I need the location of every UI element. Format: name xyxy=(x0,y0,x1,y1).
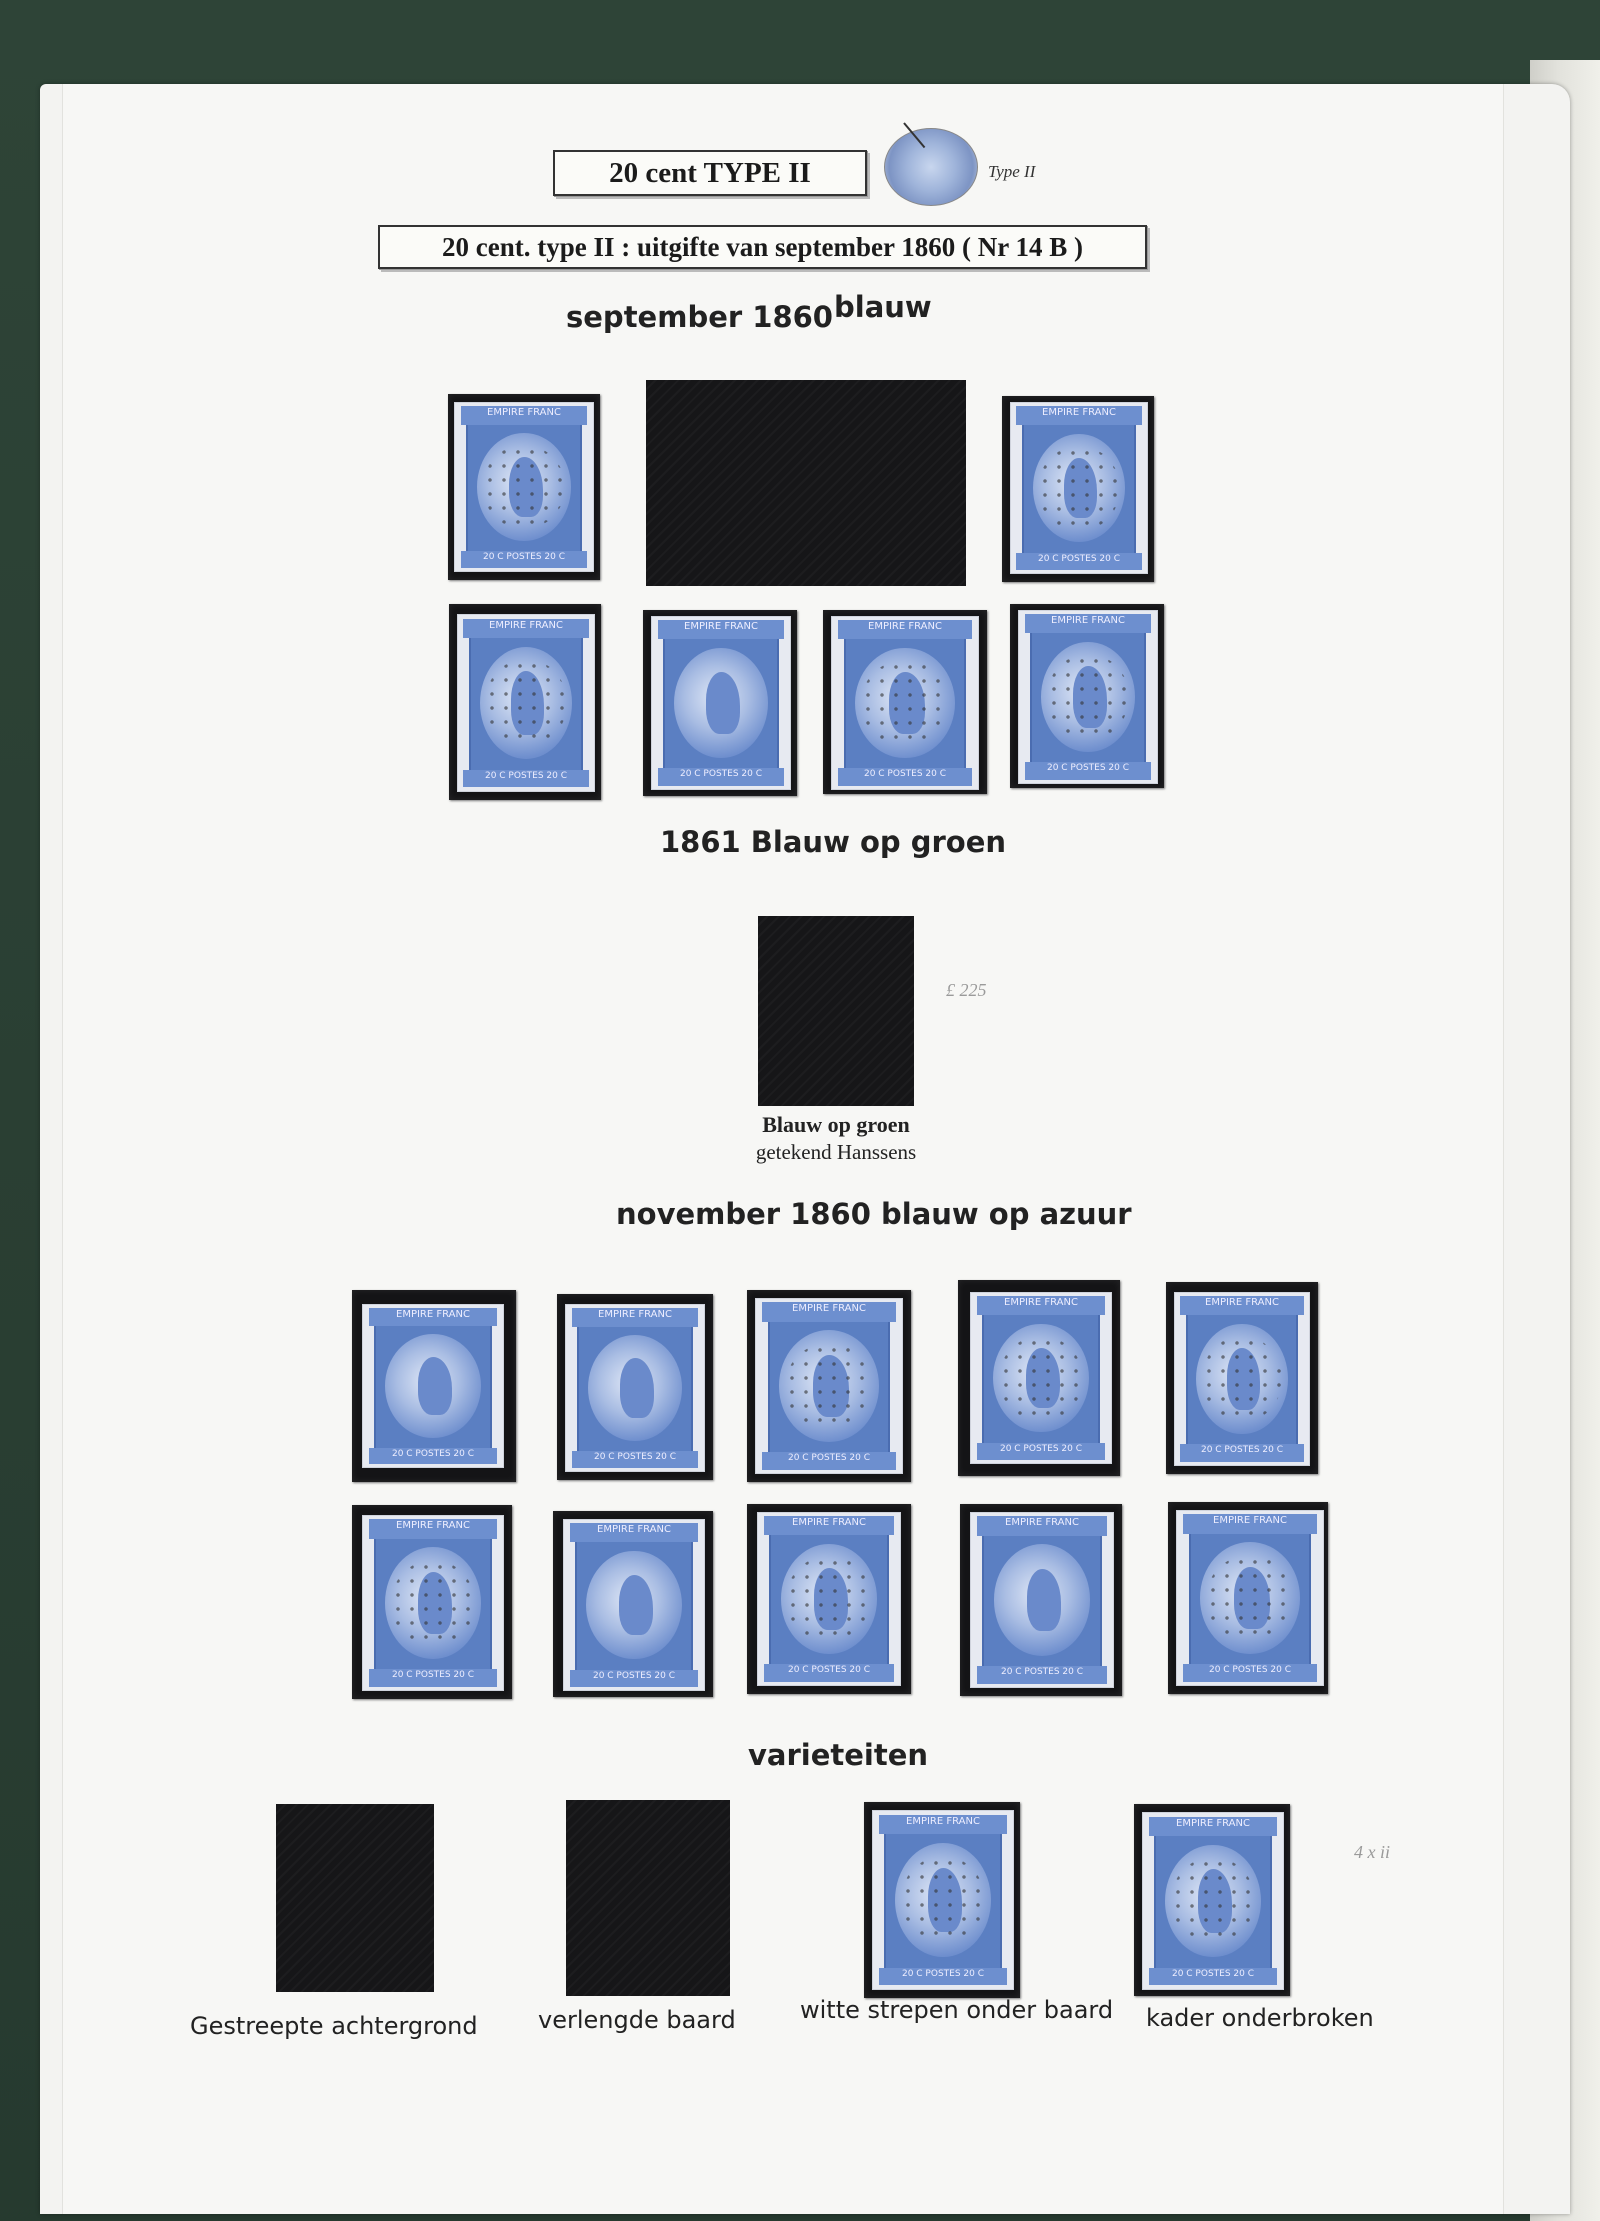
stamp-bottom-text: 20 C POSTES 20 C xyxy=(1183,1664,1317,1681)
caption-getekend-hanssens: getekend Hanssens xyxy=(755,1140,917,1164)
stamp-mount xyxy=(352,1290,516,1482)
stamp-bottom-text: 20 C POSTES 20 C xyxy=(369,1669,498,1686)
stamp-top-text: EMPIRE FRANC xyxy=(369,1308,498,1326)
stamp xyxy=(1174,1292,1310,1466)
caption-kader-onderbroken: kader onderbroken xyxy=(1146,2004,1374,2032)
stamp-mount xyxy=(1134,1804,1290,1996)
stamp-mount xyxy=(747,1504,911,1694)
heading-varieteiten: varieteiten xyxy=(748,1738,929,1772)
stamp-bottom-text: 20 C POSTES 20 C xyxy=(1025,762,1152,779)
stamp-mount xyxy=(958,1280,1120,1476)
cancellation-mark xyxy=(1047,654,1130,740)
stamp-mount xyxy=(823,610,987,794)
caption-gestreepte-achtergrond: Gestreepte achtergrond xyxy=(190,2012,478,2040)
cancellation-mark xyxy=(1206,1555,1294,1642)
stamp-bottom-text: 20 C POSTES 20 C xyxy=(1149,1968,1278,1986)
stamp xyxy=(757,1512,901,1686)
cancellation-mark xyxy=(1038,446,1120,531)
stamp-portrait xyxy=(588,1335,682,1441)
stamp-mount xyxy=(960,1504,1122,1696)
stamp-bottom-text: 20 C POSTES 20 C xyxy=(1016,553,1141,570)
stamp-bottom-text: 20 C POSTES 20 C xyxy=(463,770,588,788)
stamp-top-text: EMPIRE FRANC xyxy=(1183,1514,1317,1533)
stamp-bottom-text: 20 C POSTES 20 C xyxy=(369,1448,498,1464)
caption-witte-strepen: witte strepen onder baard xyxy=(800,1996,1114,2024)
stamp-top-text: EMPIRE FRANC xyxy=(369,1519,498,1538)
stamp-bottom-text: 20 C POSTES 20 C xyxy=(977,1666,1108,1683)
empty-stamp-mount xyxy=(758,916,914,1106)
stamp-mount xyxy=(448,394,600,580)
caption-blauw-op-groen: Blauw op groen xyxy=(762,1112,910,1137)
stamp-bottom-text: 20 C POSTES 20 C xyxy=(762,1452,896,1469)
type-ii-thumbnail xyxy=(884,128,978,206)
stamp-top-text: EMPIRE FRANC xyxy=(1180,1296,1303,1315)
stamp xyxy=(755,1298,903,1474)
pencil-note: £ 225 xyxy=(946,980,987,1000)
stamp-top-text: EMPIRE FRANC xyxy=(461,406,588,424)
stamp-portrait xyxy=(674,648,768,758)
stamp xyxy=(1142,1812,1284,1990)
page-subtitle: 20 cent. type II : uitgifte van september 1860 ( Nr 14 B ) xyxy=(378,225,1147,269)
empty-stamp-mount xyxy=(566,1800,730,1996)
cancellation-mark xyxy=(999,1336,1083,1421)
stamp-top-text: EMPIRE FRANC xyxy=(764,1516,895,1535)
stamp xyxy=(362,1304,504,1468)
cancellation-mark xyxy=(483,445,566,529)
stamp xyxy=(651,616,791,790)
stamp-bottom-text: 20 C POSTES 20 C xyxy=(658,768,785,785)
pencil-note: 4 x ii xyxy=(1354,1842,1390,1862)
stamp xyxy=(454,402,594,572)
empty-stamp-mount xyxy=(276,1804,434,1992)
stamp-portrait xyxy=(586,1551,681,1660)
stamp-top-text: EMPIRE FRANC xyxy=(838,620,972,639)
stamp xyxy=(872,1810,1014,1990)
stamp-portrait xyxy=(994,1544,1091,1655)
stamp xyxy=(362,1515,504,1691)
stamp-mount xyxy=(449,604,601,800)
stamp xyxy=(970,1512,1114,1688)
empty-stamp-mount xyxy=(646,380,966,586)
cancellation-mark xyxy=(901,1856,985,1945)
stamp-top-text: EMPIRE FRANC xyxy=(1149,1817,1278,1836)
cancellation-mark xyxy=(786,1556,871,1642)
cancellation-mark xyxy=(391,1560,475,1647)
stamp-bottom-text: 20 C POSTES 20 C xyxy=(977,1443,1106,1460)
heading-november-1860: november 1860 blauw op azuur xyxy=(616,1197,1132,1231)
stamp xyxy=(1010,402,1148,574)
stamp-bottom-text: 20 C POSTES 20 C xyxy=(764,1664,895,1681)
caption-verlengde-baard: verlengde baard xyxy=(538,2006,736,2034)
stamp-mount xyxy=(643,610,797,796)
page-title: 20 cent TYPE II xyxy=(553,150,867,196)
heading-september-1860: september 1860 xyxy=(566,300,833,334)
stamp xyxy=(565,1304,705,1472)
cancellation-mark xyxy=(485,659,567,747)
stamp-portrait xyxy=(385,1334,480,1438)
stamp-mount xyxy=(1002,396,1154,582)
stamp-bottom-text: 20 C POSTES 20 C xyxy=(461,551,588,568)
stamp-top-text: EMPIRE FRANC xyxy=(977,1516,1108,1535)
heading-1861-blauw-op-groen: 1861 Blauw op groen xyxy=(660,825,1007,859)
stamp-top-text: EMPIRE FRANC xyxy=(570,1523,699,1542)
stamp xyxy=(563,1519,705,1691)
type-thumbnail-label: Type II xyxy=(988,162,1036,181)
stamp-mount xyxy=(864,1802,1020,1998)
stamp-bottom-text: 20 C POSTES 20 C xyxy=(572,1451,699,1468)
stamp-top-text: EMPIRE FRANC xyxy=(879,1815,1008,1835)
stamp-mount xyxy=(1166,1282,1318,1474)
cancellation-mark xyxy=(861,660,949,746)
stamp-top-text: EMPIRE FRANC xyxy=(572,1308,699,1326)
stamp-bottom-text: 20 C POSTES 20 C xyxy=(838,768,972,785)
stamp-top-text: EMPIRE FRANC xyxy=(658,620,785,639)
stamp-top-text: EMPIRE FRANC xyxy=(463,619,588,638)
stamp xyxy=(831,616,979,790)
stamp-mount xyxy=(1010,604,1164,788)
stamp-mount xyxy=(352,1505,512,1699)
stamp xyxy=(457,614,595,792)
stamp-top-text: EMPIRE FRANC xyxy=(1016,406,1141,425)
stamp-top-text: EMPIRE FRANC xyxy=(1025,614,1152,633)
stamp-mount xyxy=(747,1290,911,1482)
stamp-top-text: EMPIRE FRANC xyxy=(977,1296,1106,1315)
stamp-mount xyxy=(1168,1502,1328,1694)
cancellation-mark xyxy=(1202,1336,1282,1422)
stamp xyxy=(1176,1510,1324,1686)
stamp xyxy=(970,1292,1112,1464)
stamp-bottom-text: 20 C POSTES 20 C xyxy=(879,1968,1008,1986)
stamp-bottom-text: 20 C POSTES 20 C xyxy=(1180,1444,1303,1461)
cancellation-mark xyxy=(1171,1857,1255,1945)
stamp-mount xyxy=(553,1511,713,1697)
stamp-top-text: EMPIRE FRANC xyxy=(762,1302,896,1321)
cancellation-mark xyxy=(785,1343,873,1430)
stamp-mount xyxy=(557,1294,713,1480)
heading-september-suffix: blauw xyxy=(834,290,932,324)
stamp-bottom-text: 20 C POSTES 20 C xyxy=(570,1670,699,1687)
stamp xyxy=(1018,610,1158,784)
